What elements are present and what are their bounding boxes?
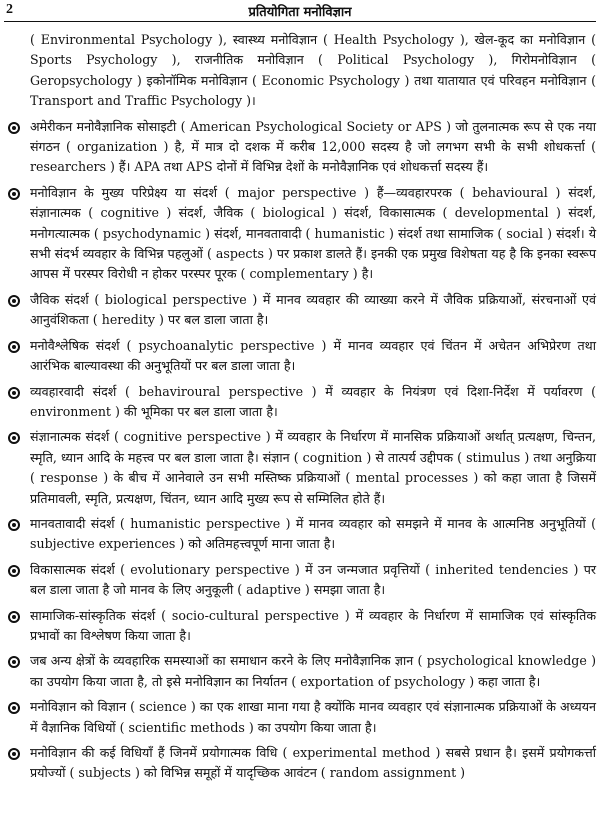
list-item (6, 336, 596, 377)
list-item (6, 743, 596, 784)
bullet-icon (8, 295, 20, 307)
list-item-text: मनोविज्ञान की कई विधियाँ हैं जिनमें प्रयोगात्मक विधि ( experimental method ) सबसे प्रधान है। इसमें प्रयोगकर्त्ता प्रयोज्यों ( subjects ) को विभिन्न समूहों में यादृच्छिक आवंटन ( random assignment ) (30, 745, 596, 781)
page-number: 2 (6, 2, 13, 17)
list-item (6, 560, 596, 601)
intro-paragraph: ( Environmental Psychology ), स्वास्थ्य मनोविज्ञान ( Health Psychology ), खेल-कूद का मनोविज्ञान ( Sports Psychology ), राजनीतिक मनोविज्ञान ( Political Psychology ), गिरोमनोविज्ञान ( Geropsychology ) इकोनॉमिक मनोविज्ञान ( Economic Psychology ) तथा यातायात एवं परिवहन मनोविज्ञान ( Transport and Traffic Psychology )। (30, 32, 596, 109)
list-item-text: संज्ञानात्मक संदर्श ( cognitive perspective ) में व्यवहार के निर्धारण में मानसिक प्रक्रियाओं अर्थात् प्रत्यक्षण, चिन्तन, स्मृति, ध्यान आदि के महत्त्व पर बल डाला जाता है। संज्ञान ( cognition ) से तात्पर्य उद्दीपक ( stimulus ) तथा अनुक्रिया ( response ) के बीच में आनेवाले उन सभी मस्तिष्क प्रक्रियाओं ( mental processes ) को कहा जाता है जिसमें प्रतिमावली, स्मृति, प्रत्यक्षण, चिंतन, ध्यान आदि मुख्य रूप से सम्मिलित होते हैं। (30, 429, 596, 506)
bullet-icon (8, 188, 20, 200)
list-item (6, 382, 596, 423)
bullet-icon (8, 656, 20, 668)
running-title: प्रतियोगिता मनोविज्ञान (248, 5, 352, 20)
list-item (6, 606, 596, 647)
page-header (0, 0, 600, 22)
list-item-text: मनोविज्ञान को विज्ञान ( science ) का एक शाखा माना गया है क्योंकि मानव व्यवहार एवं संज्ञानात्मक प्रक्रियाओं के अध्ययन में वैज्ञानिक विधियों ( scientific methods ) का उपयोग किया जाता है। (30, 699, 596, 735)
bullet-icon (8, 387, 20, 399)
bullet-icon (8, 702, 20, 714)
bullet-icon (8, 519, 20, 531)
list-item-text: अमेरीकन मनोवैज्ञानिक सोसाइटी ( American Psychological Society or APS ) जो तुलनात्मक रूप से एक नया संगठन ( organization ) है, में मात्र दो दशक में करीब 12,000 सदस्य है जो लगभग सभी के सभी शोधकर्त्ता ( researchers ) हैं। APA तथा APS दोनों में विभिन्न देशों के मनोवैज्ञानिक एवं शोधकर्त्ता सदस्य हैं। (30, 118, 596, 175)
list-item-text: विकासात्मक संदर्श ( evolutionary perspective ) में उन जन्मजात प्रवृत्तियों ( inherited tendencies ) पर बल डाला जाता है जो मानव के लिए अनुकूली ( adaptive ) समझा जाता है। (30, 561, 596, 598)
list-item (6, 183, 596, 285)
bullet-icon (8, 611, 20, 623)
bullet-icon (8, 341, 20, 353)
list-item-text: मनोवैश्लेषिक संदर्श ( psychoanalytic perspective ) में मानव व्यवहार एवं चिंतन में अचेतन अभिप्रेरण तथा आरंभिक बाल्यावस्था की अनुभूतियों पर बल डाला जाता है। (30, 337, 596, 374)
bullet-icon (8, 432, 20, 444)
list-item-text: व्यवहारवादी संदर्श ( behaviroural perspective ) में व्यवहार के नियंत्रण एवं दिशा-निर्देश में पर्यावरण ( environment ) की भूमिका पर बल डाला जाता है। (30, 383, 596, 419)
bullet-icon (8, 122, 20, 134)
header-rule (4, 21, 596, 22)
list-item-text: मानवतावादी संदर्श ( humanistic perspective ) में मानव व्यवहार को समझने में मानव के आत्मनिष्ठ अनुभूतियों ( subjective experiences ) को अतिमहत्त्वपूर्ण माना जाता है। (30, 515, 596, 552)
list-item-text: जैविक संदर्श ( biological perspective ) में मानव व्यवहार की व्याख्या करने में जैविक प्रक्रियाओं, संरचनाओं एवं आनुवंशिकता ( heredity ) पर बल डाला जाता है। (30, 291, 596, 328)
page-body (6, 30, 596, 789)
list-item (6, 514, 596, 555)
list-item (6, 117, 596, 178)
list-item (6, 651, 596, 692)
list-item-text: सामाजिक-सांस्कृतिक संदर्श ( socio-cultural perspective ) में व्यवहार के निर्धारण में सामाजिक एवं सांस्कृतिक प्रभावों का विश्लेषण किया जाता है। (30, 607, 596, 643)
list-item (6, 427, 596, 509)
bullet-icon (8, 748, 20, 760)
list-item (6, 290, 596, 331)
bullet-icon (8, 565, 20, 577)
list-item (6, 697, 596, 738)
list-item-text: जब अन्य क्षेत्रों के व्यवहारिक समस्याओं का समाधान करने के लिए मनोवैज्ञानिक ज्ञान ( psychological knowledge ) का उपयोग किया जाता है, तो इसे मनोविज्ञान का निर्यातन ( exportation of psychology ) कहा जाता है। (30, 653, 596, 689)
list-item-text: मनोविज्ञान के मुख्य परिप्रेक्ष्य या संदर्श ( major perspective ) हैं—व्यवहारपरक ( behavioural ) संदर्श, संज्ञानात्मक ( cognitive ) संदर्श, जैविक ( biological ) संदर्श, विकासात्मक ( developmental ) संदर्श, मनोगत्यात्मक ( psychodynamic ) संदर्श, मानवतावादी ( humanistic ) संदर्श तथा सामाजिक ( social ) संदर्श। ये सभी संदर्भ व्यवहार के विभिन्न पहलुओं ( aspects ) पर प्रकाश डालते हैं। इनकी एक प्रमुख विशेषता यह है कि इनका स्वरूप आपस में परस्पर विरोधी न होकर परस्पर पूरक ( complementary ) है। (30, 184, 596, 282)
